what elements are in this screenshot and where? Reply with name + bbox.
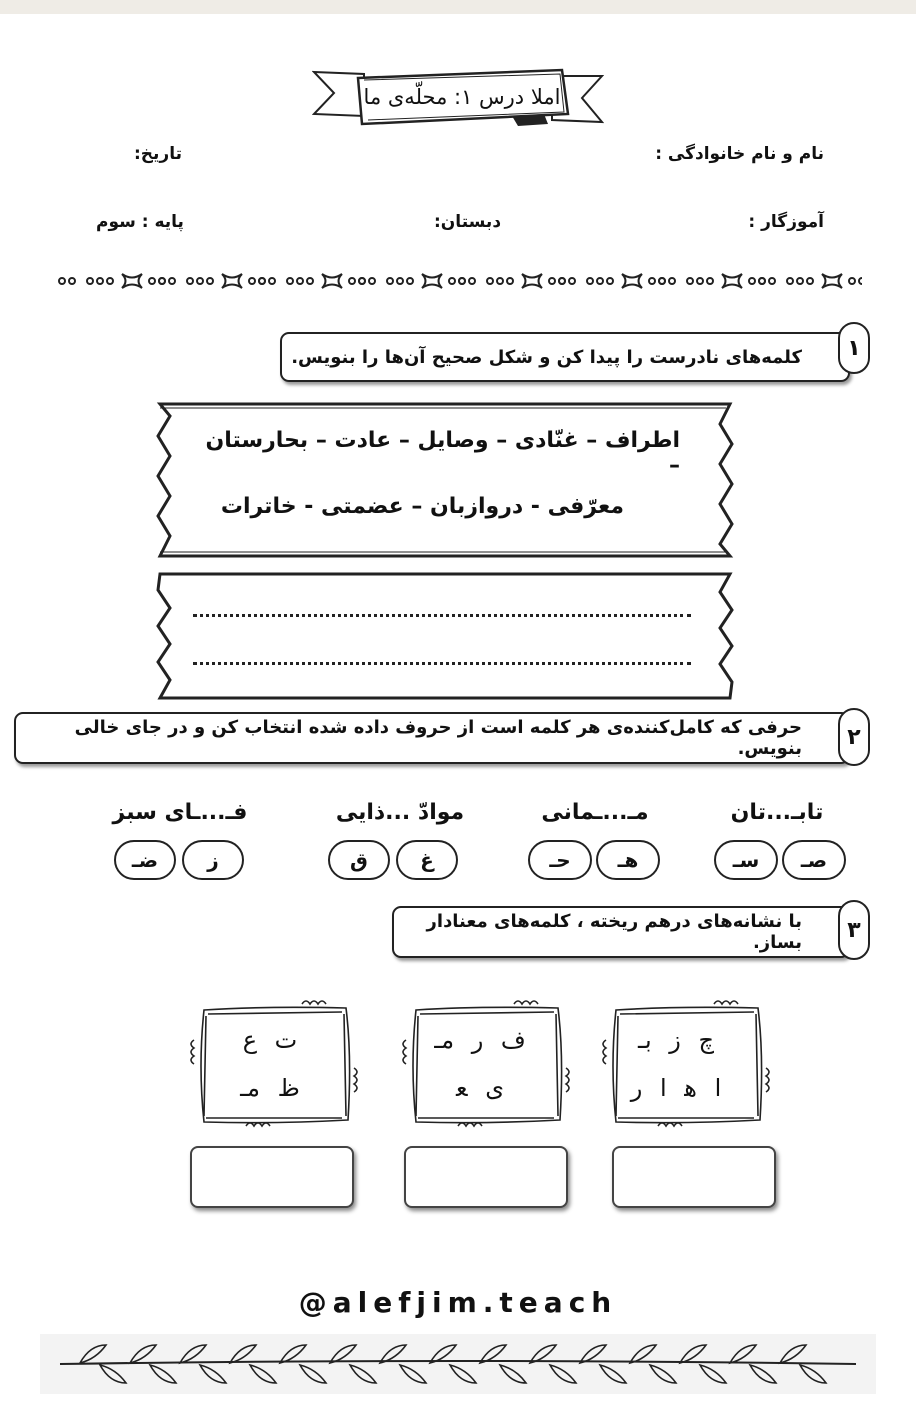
ornament-divider [56, 266, 862, 296]
q3-answer-box-1[interactable] [612, 1146, 776, 1208]
q1-answer-frame [150, 570, 740, 702]
q2-option-3a[interactable]: غ [396, 840, 458, 880]
q3-group1-row2: ا ﻫ ا ر [630, 1074, 722, 1102]
q2-option-2a[interactable]: هـ [596, 840, 660, 880]
page-title: املا درس ۱: محلّه‌ی ما [363, 85, 561, 109]
answer-line-2[interactable] [193, 662, 691, 665]
q2-word-1: تابـ...تان [730, 800, 824, 825]
grade-label: پایه : سوم [96, 212, 184, 232]
q2-option-4a[interactable]: ز [182, 840, 244, 880]
q3-prompt: با نشانه‌های درهم ریخته ، کلمه‌های معنادار بساز. [426, 911, 802, 953]
q3-group3-row1: ت ع [242, 1026, 298, 1054]
q3-group2-row2: ی ﻌ [456, 1074, 504, 1102]
date-label: تاریخ: [134, 144, 182, 164]
q2-word-2: مـ...ـمانی [541, 800, 649, 825]
q1-number: ۱ [838, 322, 870, 374]
q3-letter-frames [186, 996, 786, 1136]
q3-group3-row2: ظ مـ [240, 1074, 300, 1102]
q1-prompt: کلمه‌های نادرست را پیدا کن و شکل صحیح آن‌ها را بنویس. [291, 346, 802, 368]
teacher-label: آموزگار : [748, 212, 824, 232]
q2-prompt-box [14, 712, 850, 764]
answer-line-1[interactable] [193, 614, 691, 617]
q1-words-line2: معرّفی - دروازبان – عضمتی - خاترات [220, 494, 624, 519]
q3-number: ۳ [838, 900, 870, 960]
q2-word-3: موادّ ...ذایی [335, 800, 465, 825]
q2-prompt: حرفی که کامل‌کننده‌ی هر کلمه است از حروف داده شده انتخاب کن و در جای خالی بنویس. [74, 717, 802, 759]
footer-handle: @alefjim.teach [298, 1286, 618, 1319]
q3-answer-box-3[interactable] [190, 1146, 354, 1208]
q2-option-2b[interactable]: حـ [528, 840, 592, 880]
q3-answer-box-2[interactable] [404, 1146, 568, 1208]
q2-option-1a[interactable]: صـ [782, 840, 846, 880]
q3-group1-row1: چ ز بـ [637, 1026, 715, 1054]
q2-option-1b[interactable]: سـ [714, 840, 778, 880]
q2-option-4b[interactable]: ضـ [114, 840, 176, 880]
vine-border [40, 1334, 876, 1394]
top-strip [0, 0, 916, 14]
q2-word-4: فـ...ـای سبز [112, 800, 248, 825]
q1-words-line1: اطراف – غنّادی – وصایل – عادت – بحارستان – [205, 428, 680, 478]
q3-group2-row1: ف ر مـ [434, 1026, 526, 1054]
q1-prompt-box [280, 332, 850, 382]
q2-number: ۲ [838, 708, 870, 766]
q1-words-frame [150, 400, 740, 560]
q2-option-3b[interactable]: ق [328, 840, 390, 880]
q3-prompt-box [392, 906, 850, 958]
name-label: نام و نام خانوادگی : [655, 144, 824, 164]
school-label: دبستان: [434, 212, 502, 232]
